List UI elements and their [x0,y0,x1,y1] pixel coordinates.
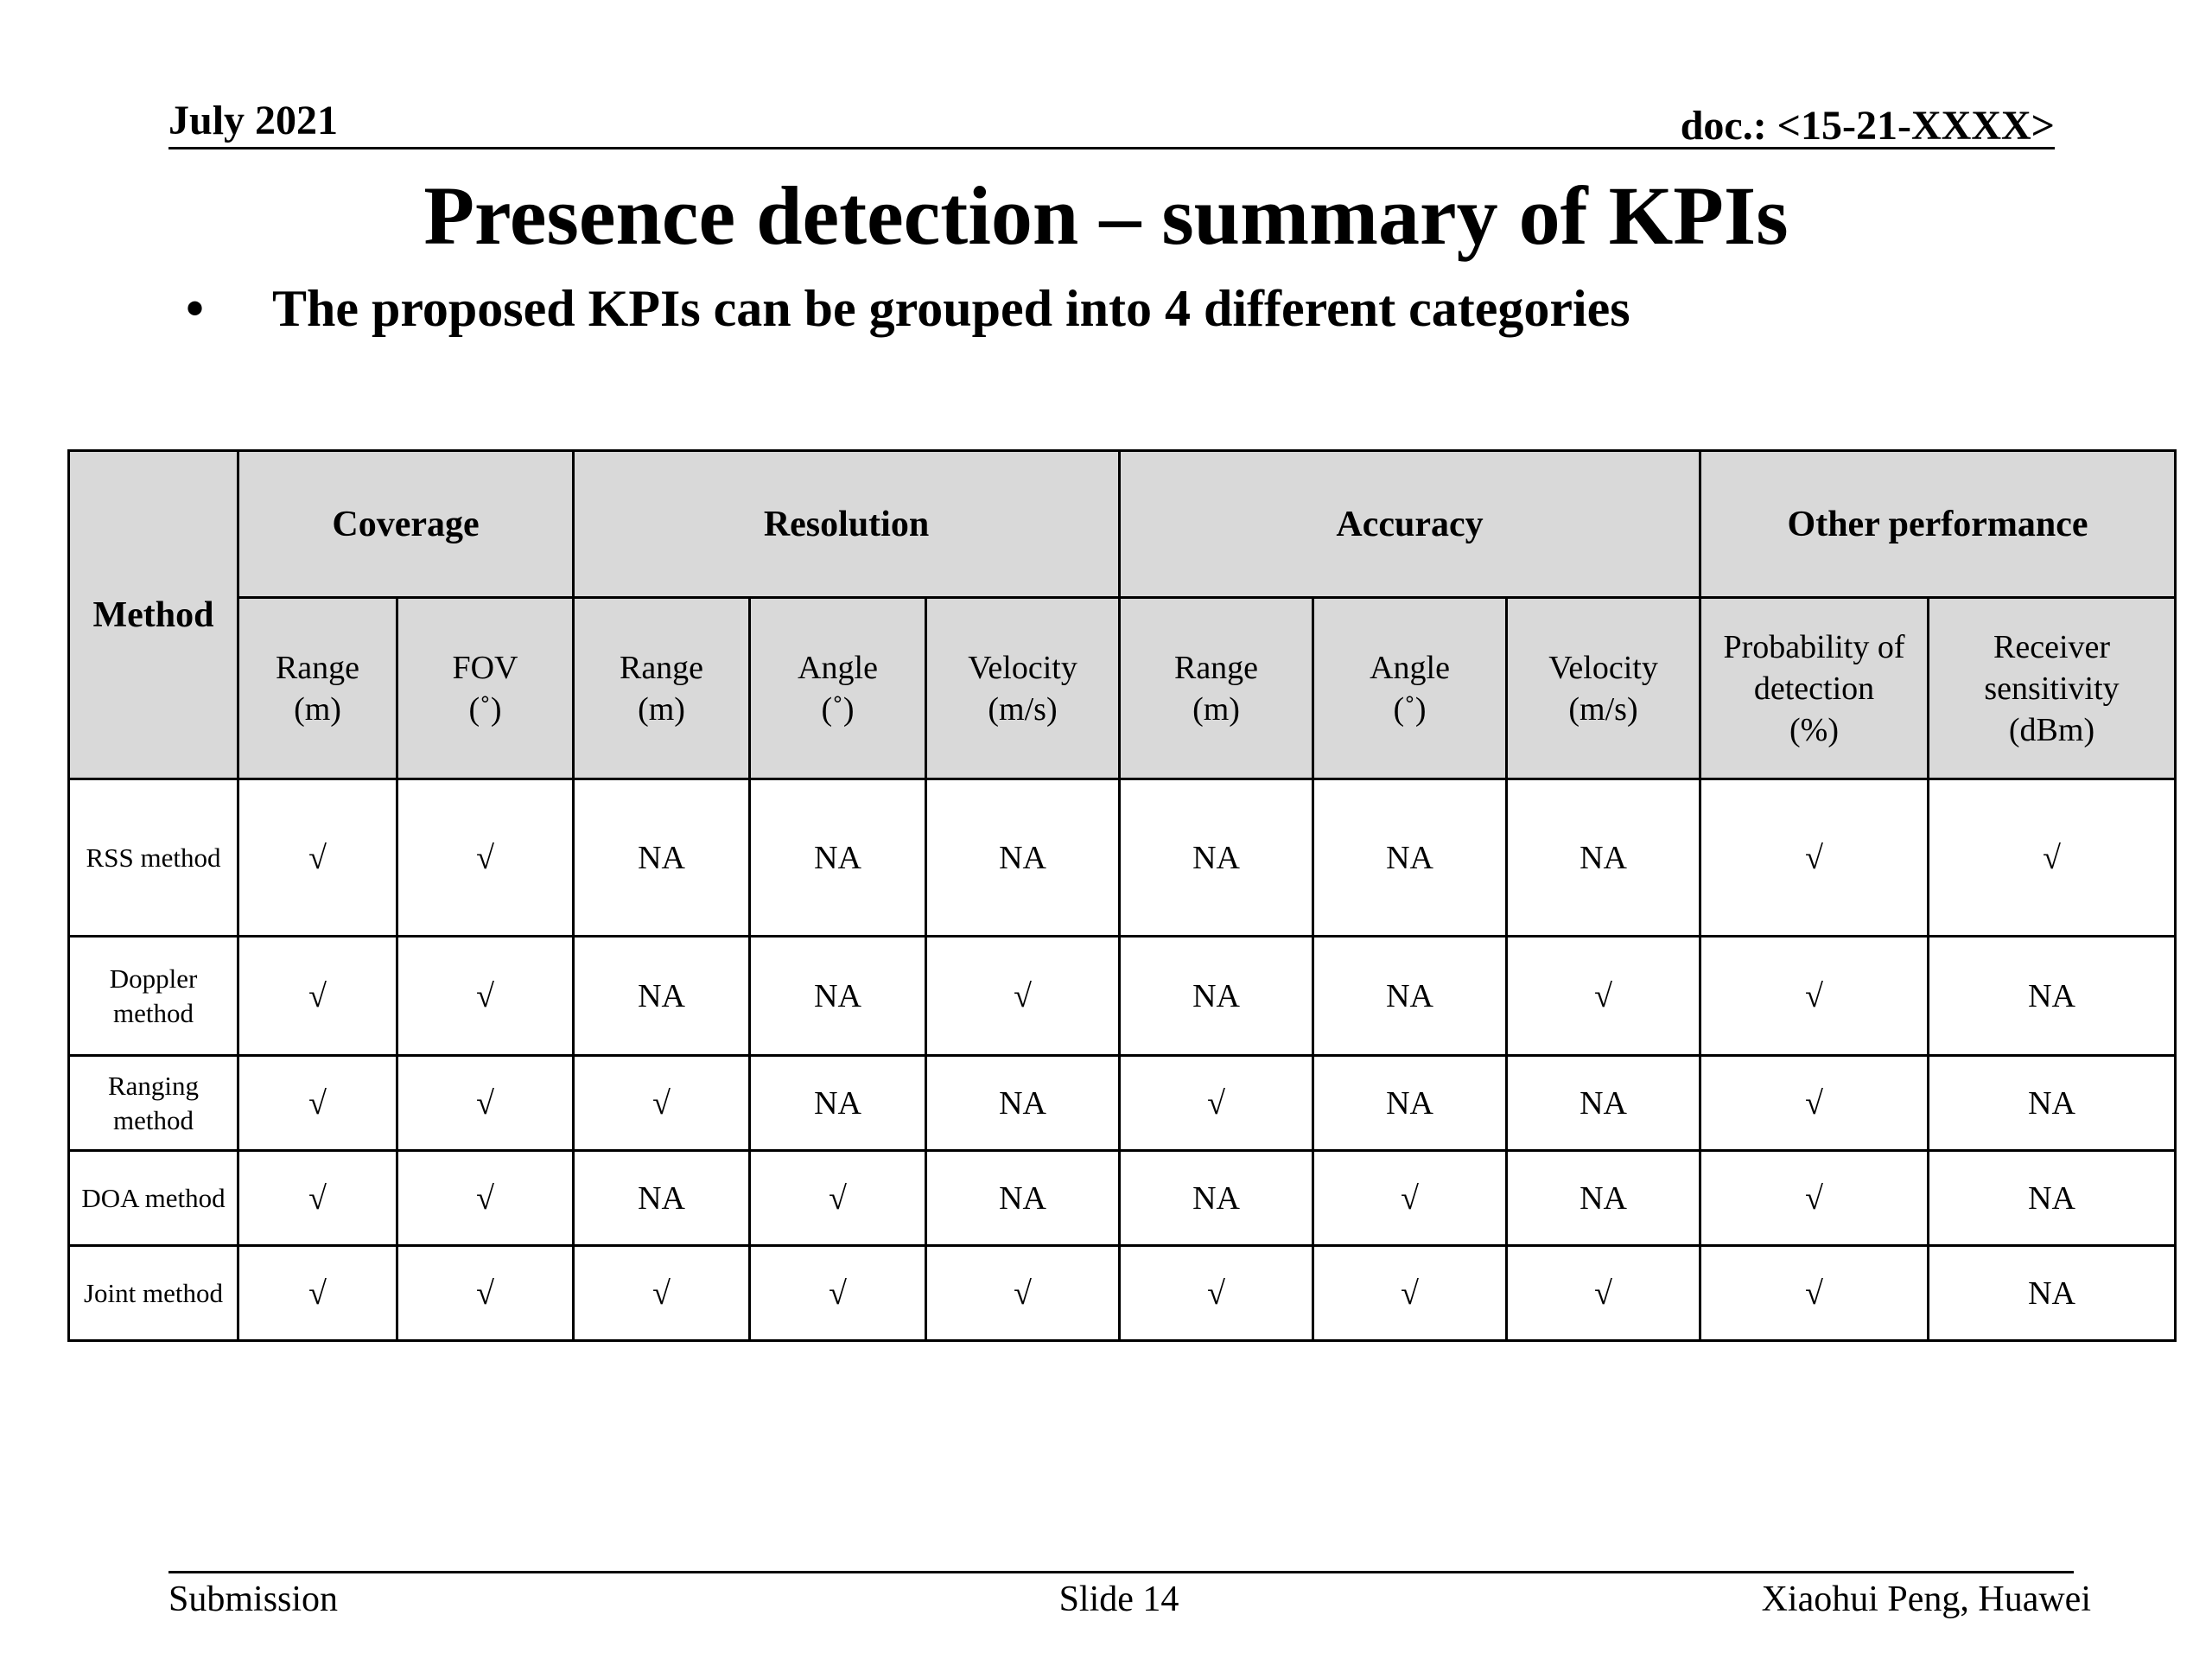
table-cell: NA [574,937,750,1056]
footer-divider [168,1571,2074,1573]
method-cell: DOA method [69,1151,238,1246]
table-cell: NA [1313,937,1507,1056]
table-cell: √ [1507,1246,1700,1341]
table-cell: NA [926,1056,1120,1151]
table-header-row-columns [69,598,2176,779]
group-header-other-performance: Other performance [1700,451,2176,598]
table-cell: √ [397,1246,574,1341]
table-row [69,937,2176,1056]
header-date: July 2021 [168,98,339,143]
table-cell: √ [1929,779,2176,937]
table-cell: NA [574,779,750,937]
table-cell: NA [750,1056,926,1151]
table-cell: √ [1700,1246,1929,1341]
table-cell: √ [238,1246,397,1341]
table-cell: √ [1120,1246,1313,1341]
table-header-row-groups [69,451,2176,598]
table-cell: NA [1507,779,1700,937]
slide-title: Presence detection – summary of KPIs [423,169,1789,262]
table-cell: √ [397,937,574,1056]
table-cell: NA [926,779,1120,937]
bullet-symbol: • [186,280,205,337]
table-cell: √ [238,1056,397,1151]
header-doc-id: doc.: <15-21-XXXX> [1680,103,2055,149]
column-header: Range (m) [574,598,750,779]
table-cell: NA [926,1151,1120,1246]
table-cell: √ [238,779,397,937]
column-header: Velocity (m/s) [1507,598,1700,779]
table-cell: NA [750,937,926,1056]
method-cell: Doppler method [69,937,238,1056]
footer-slide-number: Slide 14 [1058,1580,1179,1619]
table-row [69,1056,2176,1151]
table-cell: NA [1120,937,1313,1056]
kpi-table [67,449,2177,1342]
table-cell: √ [238,937,397,1056]
table-cell: NA [750,779,926,937]
table-cell: NA [1507,1151,1700,1246]
bullet-text: The proposed KPIs can be grouped into 4 different categories [272,280,1630,337]
column-header: Range (m) [1120,598,1313,779]
table-cell: √ [750,1151,926,1246]
table-cell: √ [926,937,1120,1056]
table-cell: √ [750,1246,926,1341]
header-divider [168,147,2055,149]
table-cell: NA [1120,1151,1313,1246]
table-cell: NA [1313,779,1507,937]
method-cell: RSS method [69,779,238,937]
table-cell: √ [1507,937,1700,1056]
method-cell: Joint method [69,1246,238,1341]
table-row [69,1246,2176,1341]
table-cell: √ [397,779,574,937]
footer-author: Xiaohui Peng, Huawei [1761,1580,2091,1619]
table-cell: NA [1120,779,1313,937]
table-cell: √ [1313,1246,1507,1341]
column-header: Angle (˚) [1313,598,1507,779]
table-cell: √ [574,1246,750,1341]
table-cell: √ [1700,779,1929,937]
table-cell: √ [397,1151,574,1246]
table-cell: √ [1700,1151,1929,1246]
footer-submission: Submission [168,1580,339,1619]
table-cell: NA [1929,1246,2176,1341]
table-cell: √ [574,1056,750,1151]
bullet-item [186,278,1630,339]
table-cell: √ [926,1246,1120,1341]
column-header: Velocity (m/s) [926,598,1120,779]
group-header-coverage: Coverage [238,451,574,598]
column-header: Angle (˚) [750,598,926,779]
table-row [69,779,2176,937]
column-header: Receiver sensitivity (dBm) [1929,598,2176,779]
column-header: Range (m) [238,598,397,779]
table-cell: NA [1929,1056,2176,1151]
group-header-accuracy: Accuracy [1120,451,1700,598]
table-cell: NA [574,1151,750,1246]
table-cell: √ [397,1056,574,1151]
table-cell: √ [238,1151,397,1246]
table-cell: √ [1700,937,1929,1056]
method-cell: Ranging method [69,1056,238,1151]
table-row [69,1151,2176,1246]
table-cell: NA [1507,1056,1700,1151]
method-header: Method [69,451,238,779]
table-cell: √ [1700,1056,1929,1151]
table-cell: NA [1313,1056,1507,1151]
column-header: FOV (˚) [397,598,574,779]
group-header-resolution: Resolution [574,451,1120,598]
column-header: Probability of detection (%) [1700,598,1929,779]
table-cell: √ [1120,1056,1313,1151]
table-cell: NA [1929,937,2176,1056]
table-cell: NA [1929,1151,2176,1246]
table-cell: √ [1313,1151,1507,1246]
